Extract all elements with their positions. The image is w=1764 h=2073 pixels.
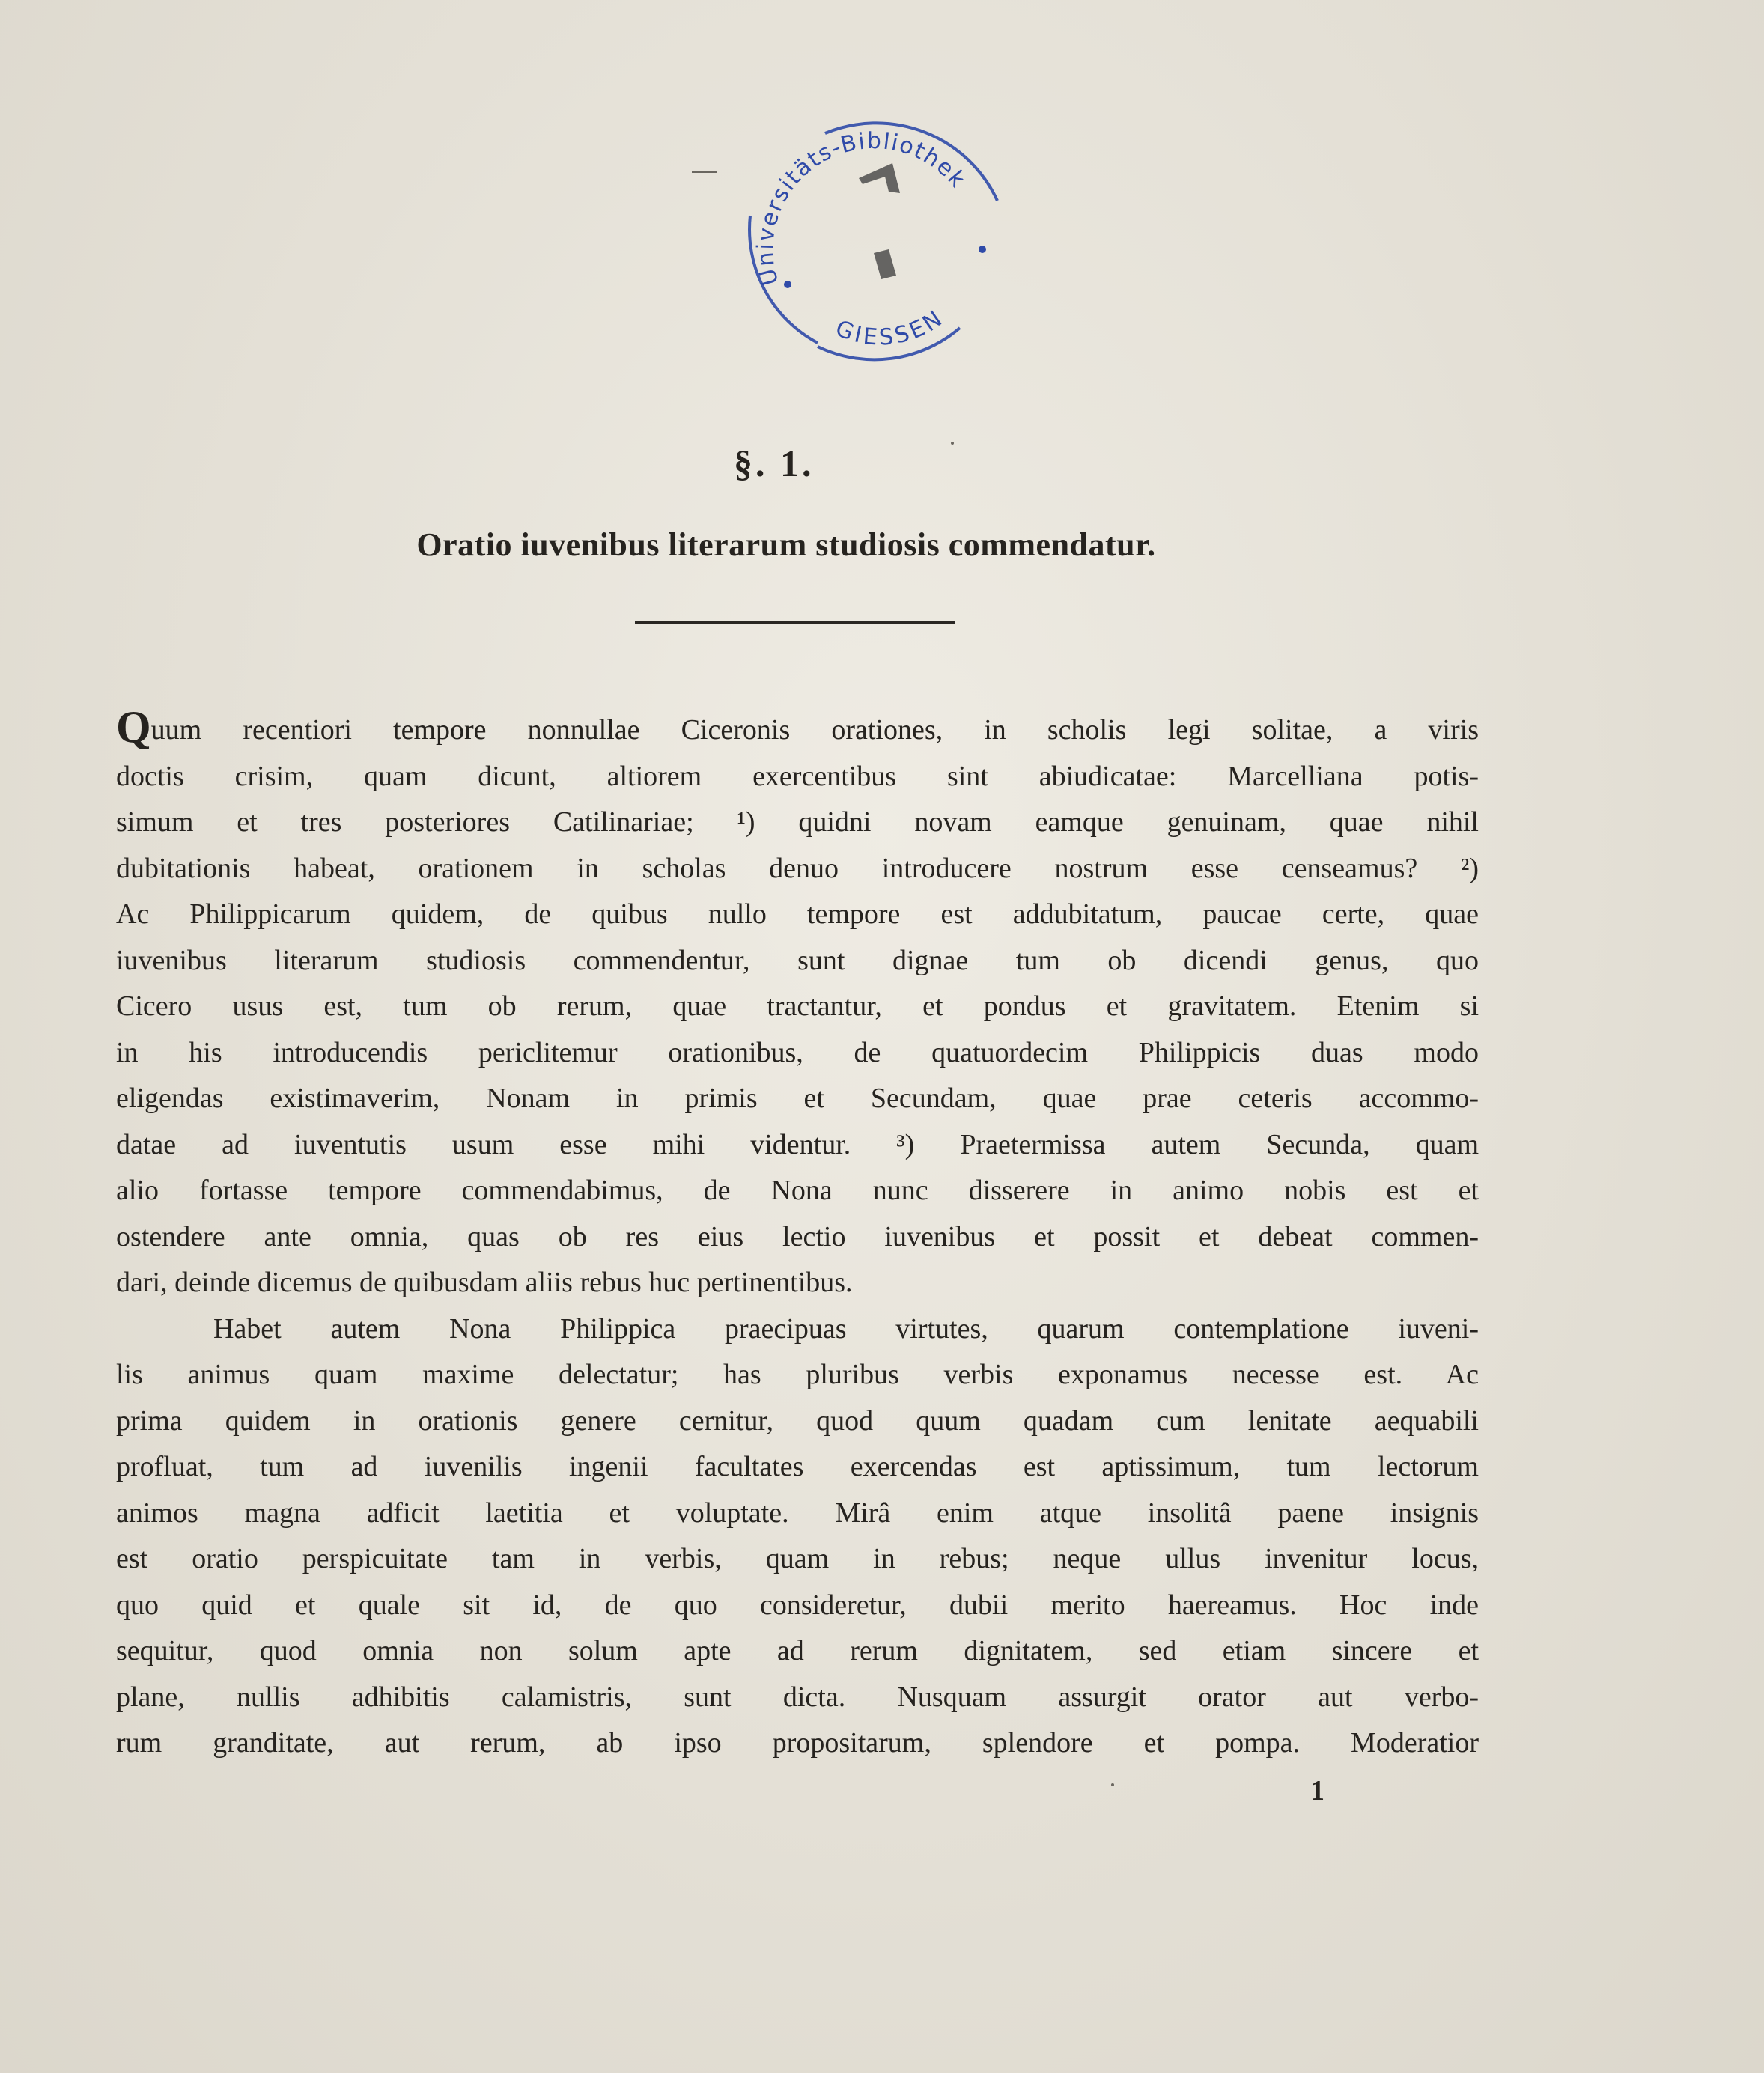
text-line: dubitationis habeat, orationem in scholas denuo introducere nostrum esse censeamus? ²) [116,852,1479,884]
text-line: iuvenibus literarum studiosis commendentur, sunt dignae tum ob dicendi genus, quo [116,944,1479,976]
paper-speck [951,442,954,445]
text-line: eligendas existimaverim, Nonam in primis et Secundam, quae prae ceteris accommo- [116,1083,1479,1114]
text-line: Habet autem Nona Philippica praecipuas virtutes, quarum contemplatione iuveni- [213,1312,1479,1345]
drop-cap: Q [116,707,151,752]
paper-speck [1111,1783,1114,1786]
text-line: profluat, tum ad iuvenilis ingenii facultates exercendas est aptissimum, tum lectorum [116,1451,1479,1482]
text-line: lis animus quam maxime delectatur; has pluribus verbis exponamus necesse est. Ac [116,1359,1479,1390]
text-line: datae ad iuventutis usum esse mihi videntur. ³) Praetermissa autem Secunda, quam [116,1128,1479,1160]
text-line: Cicero usus est, tum ob rerum, quae tractantur, et pondus et gravitatem. Etenim si [116,990,1479,1022]
text-line: alio fortasse tempore commendabimus, de Nona nunc disserere in animo nobis est et [116,1175,1479,1206]
svg-text:GIESSEN [832,304,949,350]
text-line: sequitur, quod omnia non solum apte ad rerum dignitatem, sed etiam sincere et [116,1635,1479,1666]
text-line: Quum recentiori tempore nonnullae Ciceronis orationes, in scholis legi solitae, a viris [116,707,1479,754]
text-line: Ac Philippicarum quidem, de quibus nullo tempore est addubitatum, paucae certe, quae [116,898,1479,930]
title-divider [635,621,955,624]
text-line: ostendere ante omnia, quas ob res eius lectio iuvenibus et possit et debeat commen- [116,1220,1479,1252]
text-line: animos magna adficit laetitia et voluptate. Mirâ enim atque insolitâ paene insignis [116,1497,1479,1529]
text-line: plane, nullis adhibitis calamistris, sunt dicta. Nusquam assurgit orator aut verbo- [116,1681,1479,1713]
body-text [116,707,1479,1767]
stamp-text-bottom: GIESSEN [831,304,949,351]
text-line: quo quid et quale sit id, de quo consideretur, dubii merito haereamus. Hoc inde [116,1589,1479,1621]
text-line: in his introducendis periclitemur orationibus, de quatuordecim Philippicis duas modo [116,1036,1479,1068]
library-stamp [735,88,1015,368]
text-line: simum et tres posteriores Catilinariae; ¹) quidni novam eamque genuinam, quae nihil [116,806,1479,838]
svg-text:Universitäts-Bibliothek [752,128,971,288]
stamp-text-top: Universitäts-Bibliothek [752,128,972,288]
text-line: est oratio perspicuitate tam in verbis, quam in rebus; neque ullus invenitur locus, [116,1543,1479,1574]
text-line: doctis crisim, quam dicunt, altiorem exercentibus sint abiudicatae: Marcelliana potis- [116,760,1479,792]
section-title: Oratio iuvenibus literarum studiosis commendatur. [416,526,1156,563]
stray-mark [692,171,717,173]
text-line: dari, deinde dicemus de quibusdam aliis rebus huc pertinentibus. [116,1267,853,1298]
section-number: §. 1. [734,442,815,484]
text-line: rum granditate, aut rerum, ab ipso propositarum, splendore et pompa. Moderatior [116,1727,1479,1759]
text-line: prima quidem in orationis genere cernitur, quod quum quadam cum lenitate aequabili [116,1404,1479,1437]
page-number: 1 [1310,1775,1324,1806]
